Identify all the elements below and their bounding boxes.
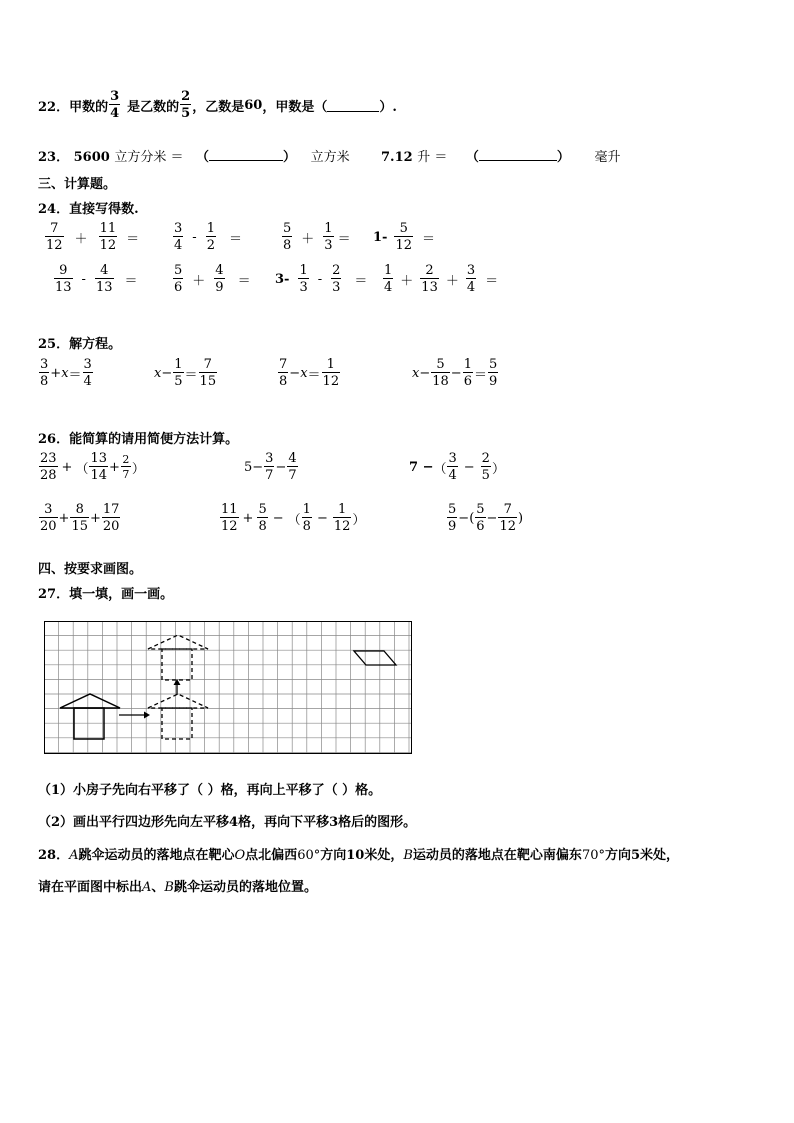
q28-var-a: A <box>69 848 79 863</box>
operator: - <box>81 271 86 287</box>
q26-problem-3 <box>409 452 505 482</box>
operator: − <box>419 365 431 381</box>
q27-s2-value-1: 4 <box>229 815 239 830</box>
q25-equation-2 <box>154 358 218 388</box>
fraction: 3 8 <box>40 357 49 389</box>
paren-right: ） <box>491 461 505 477</box>
q23-value-c: 7.12 <box>381 150 413 165</box>
house-translated-right <box>148 694 208 739</box>
fraction: $\frac{2}{5}$ <box>481 451 490 483</box>
q24-expr-4 <box>370 222 438 252</box>
operator: + <box>242 510 254 526</box>
q25-equation-4 <box>412 358 499 388</box>
fraction: 4 13 <box>95 263 113 295</box>
q28-text: 米处， <box>640 848 680 863</box>
question-28-line-2 <box>38 876 317 895</box>
fraction: 5 6 <box>174 263 183 295</box>
fraction: $\frac{4}{7}$ <box>288 451 297 483</box>
q24-expr-1 <box>44 222 142 252</box>
fraction: 1 8 <box>302 502 311 534</box>
fraction: 11 12 <box>221 502 238 534</box>
grid-border <box>45 622 412 754</box>
q24-expr-2 <box>172 222 245 252</box>
variable-x: x <box>61 365 69 381</box>
fraction: $\frac{8}{15}$ <box>71 502 88 534</box>
q28-distance-2: 5 <box>631 848 641 863</box>
q28-text: 、 <box>151 880 165 895</box>
fraction: $\frac{5}{18}$ <box>432 357 449 389</box>
question-23-part-2 <box>381 146 620 165</box>
grid-lines <box>44 621 412 754</box>
q28-text: 方向 <box>604 848 631 863</box>
q25-equation-1 <box>38 358 94 388</box>
q22-number: 22． <box>38 99 70 115</box>
fraction: 11 12 <box>99 221 117 253</box>
operator: − <box>463 459 475 475</box>
operator: ＋ <box>74 231 88 247</box>
q22-text-1: 甲数的 <box>69 99 109 115</box>
fraction: $\frac{1}{6}$ <box>463 357 472 389</box>
paren-right: ) <box>518 510 524 526</box>
fraction: 1 3 <box>299 263 308 295</box>
q28-text: 跳伞运动员的落地点在靶心 <box>78 848 235 863</box>
q23-number: 23． <box>38 150 70 165</box>
question-26-title: 26．能简算的请用简便方法计算。 <box>38 432 239 447</box>
fraction: 5 6 <box>476 502 485 534</box>
fraction: 2 13 <box>421 263 438 295</box>
variable-x: x <box>300 365 308 381</box>
fraction: 7 8 <box>279 357 288 389</box>
fraction: $\frac{1}{12}$ <box>333 502 351 534</box>
q22-value: 60 <box>244 97 263 113</box>
paren-left: （ <box>75 461 89 477</box>
paren-right: ） <box>131 461 145 477</box>
operator: ＋ <box>301 231 315 247</box>
equals-sign: ＝ <box>237 273 251 289</box>
q22-answer-blank[interactable] <box>327 99 379 112</box>
operator: − <box>161 365 173 381</box>
q26-problem-6 <box>446 503 523 533</box>
q23-unit-a: 立方分米 ＝ <box>114 150 184 165</box>
question-24-title: 24．直接写得数. <box>38 202 139 217</box>
fraction: 1 4 <box>384 263 393 295</box>
q27-subquestion-2 <box>38 811 416 830</box>
fraction: 3 4 <box>83 357 92 389</box>
equals-sign: ＝ <box>228 231 242 247</box>
q28-var-b: B <box>164 880 174 895</box>
q23-unit-d: 毫升 <box>594 150 621 165</box>
q28-angle-2: 70° <box>581 848 605 863</box>
arrow-up-icon <box>174 679 181 695</box>
fraction: 3 4 <box>174 221 183 253</box>
fraction: 3 4 <box>448 451 457 483</box>
fraction: 1 12 <box>322 357 340 389</box>
operator: − <box>316 510 328 526</box>
q28-text: 运动员的落地点在靶心南偏东 <box>412 848 582 863</box>
paren-right: ） <box>352 512 366 528</box>
equals-sign: ＝ <box>422 231 436 247</box>
q28-var-o: O <box>234 848 246 863</box>
fraction: $\frac{7}{12}$ <box>499 502 516 534</box>
whole-number: 5− <box>244 459 264 475</box>
operator: − <box>289 365 301 381</box>
paren-left: ( <box>469 510 475 526</box>
fraction: $\frac{2}{7}$ <box>122 453 130 481</box>
fraction: $\frac{3}{7}$ <box>265 451 274 483</box>
q28-text: 点北偏西 <box>245 848 298 863</box>
q26-problem-4 <box>38 503 121 533</box>
q27-s2-text-3: 格后的图形。 <box>338 815 417 830</box>
q27-s2-text-2: 格，再向下平移 <box>238 815 330 830</box>
paren-left: （ <box>433 461 447 477</box>
q28-var-b: B <box>403 848 413 863</box>
fraction: 1 3 <box>324 221 333 253</box>
question-22 <box>38 90 397 120</box>
question-25-title: 25．解方程。 <box>38 337 122 352</box>
q27-subquestion-1: （1）小房子先向右平移了（ ）格，再向上平移了（ ）格。 <box>38 783 382 798</box>
whole-number: 1- <box>373 229 388 245</box>
paren-left: （ <box>287 512 301 528</box>
q26-problem-2 <box>244 452 299 482</box>
operator: - <box>192 229 197 245</box>
q26-problem-5 <box>219 503 365 533</box>
section-4-heading: 四、按要求画图。 <box>38 562 143 577</box>
q24-expr-6 <box>172 264 254 294</box>
equals-sign: ＝ <box>124 273 138 289</box>
arrow-right-icon <box>119 712 150 719</box>
fraction: 4 9 <box>215 263 224 295</box>
operator: ＋ <box>192 273 206 289</box>
q24-expr-8 <box>382 264 501 294</box>
q24-expr-3 <box>281 222 354 252</box>
equals-sign: ＝ <box>307 367 321 383</box>
variable-x: x <box>154 365 162 381</box>
equals-sign: ＝ <box>68 367 82 383</box>
q24-expr-5 <box>53 264 141 294</box>
fraction: 3 4 <box>466 263 476 295</box>
q28-angle-1: 60° <box>297 848 321 863</box>
equals-sign: ＝ <box>184 367 198 383</box>
q22-fraction-2: 2 5 <box>181 89 191 121</box>
q22-text-5: ）. <box>379 99 397 115</box>
operator: + <box>58 510 70 526</box>
q23-unit-c: 升 ＝ <box>417 150 448 165</box>
operator: + <box>90 510 101 526</box>
q23-paren-right-2: ） <box>556 150 570 165</box>
q28-number: 28． <box>38 848 70 863</box>
q23-blank-2[interactable] <box>479 148 557 161</box>
operator: - <box>317 271 323 287</box>
whole-number: 3- <box>275 271 290 287</box>
operator: − <box>272 510 284 526</box>
translation-grid-figure <box>44 621 412 754</box>
question-27-title: 27．填一填，画一画。 <box>38 587 174 602</box>
equals-sign: ＝ <box>485 273 499 289</box>
fraction: 23 28 <box>40 451 57 483</box>
q27-s2-value-2: 3 <box>329 815 339 830</box>
fraction: 5 12 <box>395 221 412 253</box>
fraction: 7 15 <box>199 357 217 389</box>
q22-text-2: 是乙数的 <box>127 99 180 115</box>
operator: ＋ <box>445 273 459 289</box>
equals-sign: ＝ <box>337 231 351 247</box>
operator: ＋ <box>400 273 414 289</box>
q28-distance-1: 10 <box>346 848 365 863</box>
q22-text-3: ，乙数是 <box>192 99 245 115</box>
q28-var-a: A <box>142 880 152 895</box>
fraction: 5 8 <box>283 221 292 253</box>
fraction: $\frac{5}{8}$ <box>258 502 267 534</box>
fraction: 1 2 <box>206 221 215 253</box>
operator: + <box>109 459 120 475</box>
q25-equation-3 <box>277 358 341 388</box>
equals-sign: ＝ <box>473 367 487 383</box>
q22-text-4: ，甲数是（ <box>262 99 328 115</box>
fraction: 5 9 <box>489 357 498 389</box>
operator: − <box>458 510 470 526</box>
house-translated-up <box>148 635 208 680</box>
operator: − <box>486 510 498 526</box>
fraction: 7 12 <box>46 221 63 253</box>
operator: − <box>275 459 287 475</box>
operator: + <box>50 365 62 381</box>
fraction: 3 20 <box>40 502 57 534</box>
q23-paren-left-2: （ <box>465 150 479 165</box>
q28-text: 请在平面图中标出 <box>38 880 143 895</box>
question-28-line-1 <box>38 844 679 863</box>
equals-sign: ＝ <box>354 273 368 289</box>
q23-value-a: 5600 <box>73 150 110 165</box>
question-23 <box>38 146 350 165</box>
whole-number: 7 − <box>409 459 434 475</box>
q22-fraction-1: 3 4 <box>110 89 120 121</box>
q27-s2-text: （2）画出平行四边形先向左平移 <box>38 815 230 830</box>
q28-text: 米处， <box>364 848 404 863</box>
q26-problem-1 <box>38 452 145 482</box>
operator: − <box>450 365 462 381</box>
q23-blank-1[interactable] <box>209 148 283 161</box>
fraction: 5 9 <box>448 502 457 534</box>
parallelogram-shape <box>354 651 396 665</box>
section-3-heading: 三、计算题。 <box>38 177 117 192</box>
equals-sign: ＝ <box>126 231 140 247</box>
operator: + <box>61 459 73 475</box>
fraction: 2 3 <box>332 263 341 295</box>
q28-text: 跳伞运动员的落地位置。 <box>173 880 317 895</box>
q28-text: 方向 <box>320 848 347 863</box>
fraction: 9 13 <box>55 263 72 295</box>
fraction: 13 14 <box>90 451 108 483</box>
variable-x: x <box>412 365 420 381</box>
house-original <box>60 694 120 739</box>
q23-paren-right: ） <box>283 150 297 165</box>
q23-unit-b: 立方米 <box>310 150 350 165</box>
q24-expr-7 <box>272 264 370 294</box>
fraction: $\frac{17}{20}$ <box>102 502 120 534</box>
q23-paren-left: （ <box>196 150 210 165</box>
fraction: $\frac{1}{5}$ <box>174 357 183 389</box>
